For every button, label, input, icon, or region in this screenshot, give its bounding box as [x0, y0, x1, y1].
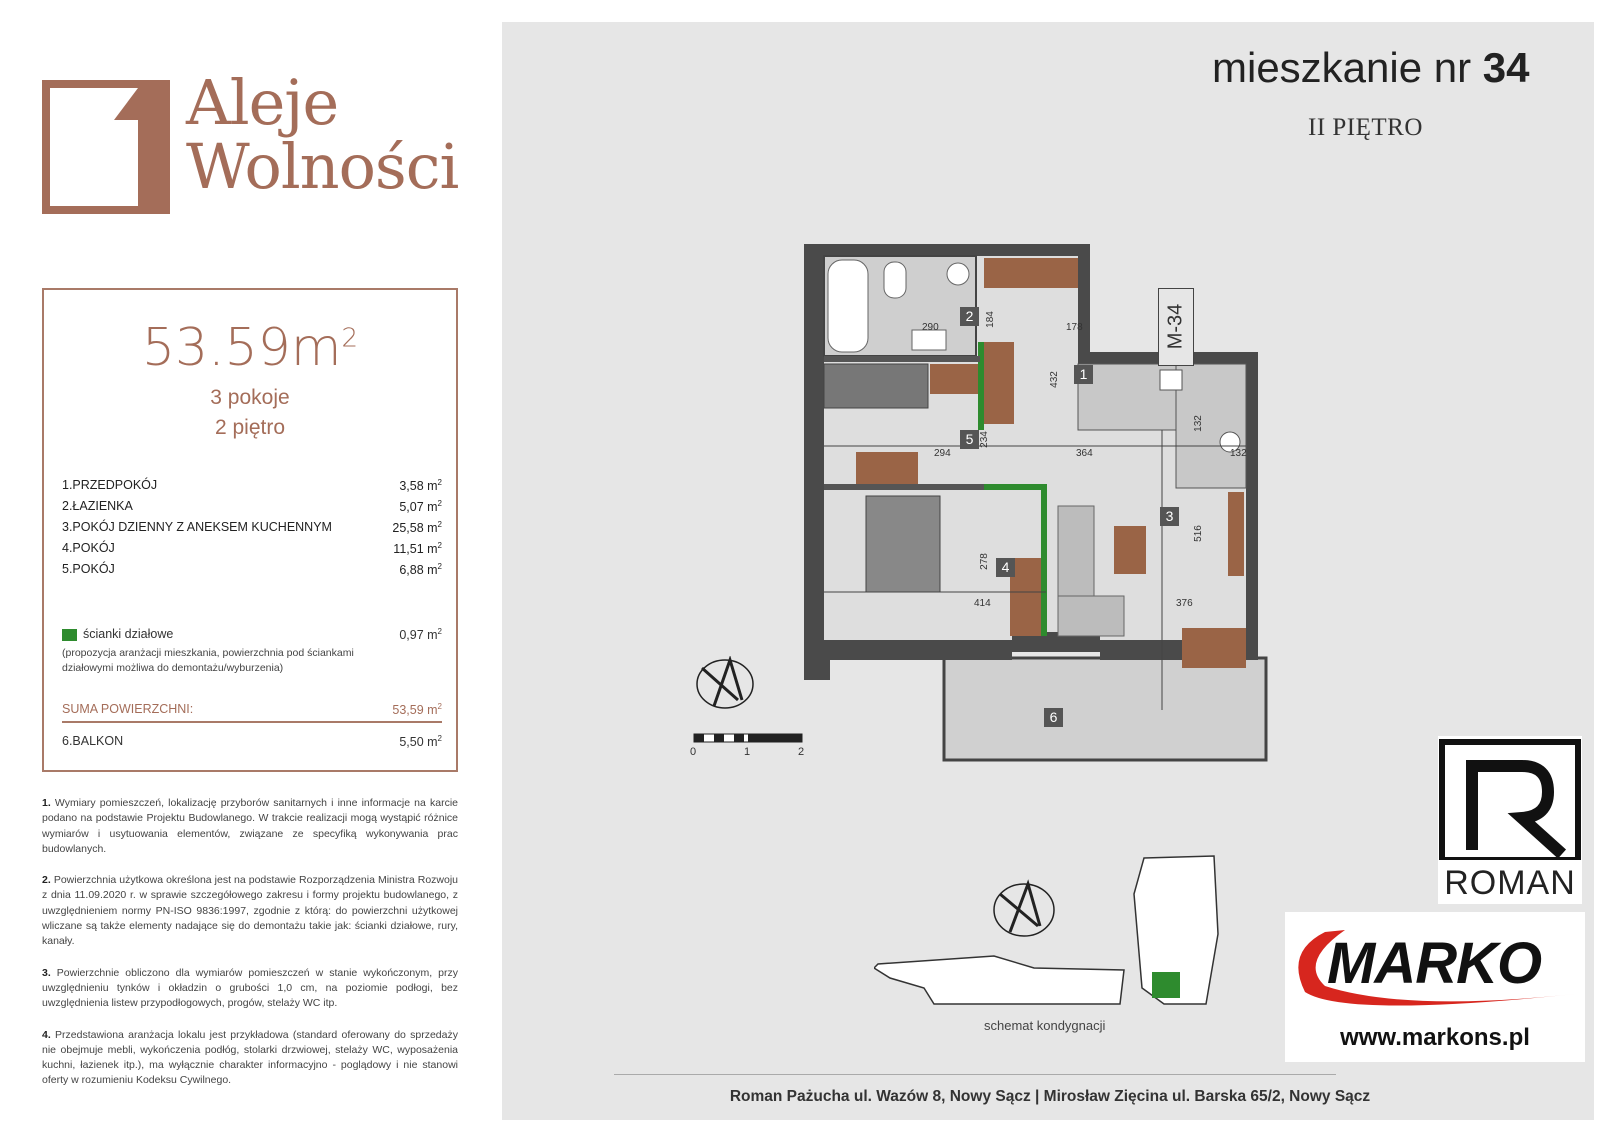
- partition-label: ścianki działowe: [83, 627, 174, 641]
- partition-legend: [62, 627, 442, 676]
- dimension-label: 290: [922, 322, 939, 333]
- balcony-label: 6.BALKON: [62, 734, 124, 748]
- balcony-area-shape: [944, 658, 1266, 760]
- room-number-6: 6: [1044, 708, 1063, 727]
- rooms-list: [62, 478, 442, 583]
- coffee-table-icon: [1114, 526, 1146, 574]
- room-label: 1.PRZEDPOKÓJ: [62, 478, 158, 492]
- dining-table-icon: [1182, 628, 1246, 668]
- tv-cabinet-icon: [1228, 492, 1244, 576]
- total-area-exp: 2: [341, 323, 359, 354]
- partition-wall-shape: [1041, 484, 1047, 636]
- sofa-icon: [1058, 596, 1124, 636]
- dimension-label: 432: [1048, 371, 1060, 388]
- room-label: 2.ŁAZIENKA: [62, 499, 133, 513]
- brand-line-1: Aleje: [186, 66, 339, 139]
- dimension-label: 414: [974, 598, 991, 609]
- partition-wall-shape: [984, 484, 1044, 490]
- room-row: [62, 499, 442, 520]
- partition-wall-shape: [978, 342, 984, 430]
- desk-icon: [856, 452, 918, 486]
- room-row: [62, 541, 442, 562]
- rooms-count: 3 pokoje: [210, 386, 290, 409]
- note-number: 2.: [42, 874, 51, 887]
- scale-label: 2: [798, 746, 805, 758]
- compass-icon: [694, 656, 756, 712]
- total-value: 53,59 m: [392, 703, 438, 718]
- room-area-exp: 2: [437, 478, 442, 487]
- marko-logo: [1285, 912, 1585, 1062]
- wardrobe-icon: [984, 258, 1078, 288]
- total-label: SUMA POWIERZCHNI:: [62, 702, 194, 716]
- interior-wall: [824, 356, 980, 362]
- schemat-label: schemat kondygnacji: [984, 1018, 1106, 1033]
- floor-text: 2 piętro: [214, 416, 286, 439]
- room-area: 3,58 m: [399, 479, 438, 494]
- floor-plan: [800, 240, 1320, 780]
- note-text: Przedstawiona aranżacja lokalu jest przykładowa (standard oferowany do sprzedaży nie obejmuje mebli, wykończenia podłóg, stolarki drzwiowej, stelaży WC, wyposażenia kuchni, łazienek itp.), ma wyłącznie charakter informacyjno - poglądowy i nie stanowi oferty w rozumieniu Kodeksu Cywilnego.: [42, 1028, 458, 1087]
- total-row: [62, 702, 442, 723]
- brand-name: [186, 66, 459, 203]
- dimension-label: 364: [1076, 448, 1093, 459]
- room-number-1: 1: [1074, 365, 1093, 384]
- note-text: Powierzchnia użytkowa określona jest na podstawie Rozporządzenia Ministra Rozwoju z dnia 11.09.2020 r. w sprawie szczegółowego zakresu i formy projektu budowlanego, z uwzględnieniem normy PN-ISO 9836:1997, zgodnie z którą: do powierzchni użytkowej wliczane są także elementy nadające się do demontażu takie jak: ścianki działowe, rury, kanały.: [42, 874, 459, 948]
- sink-icon: [912, 330, 946, 350]
- brand-logo-icon: [42, 80, 170, 214]
- room-row: [62, 562, 442, 583]
- floor-label: II PIĘTRO: [1308, 114, 1423, 141]
- partition-swatch: [62, 629, 77, 641]
- kitchen-counter: [1176, 364, 1246, 488]
- note-item: [42, 1028, 458, 1089]
- bed-icon: [866, 496, 940, 592]
- total-area: [44, 318, 456, 378]
- room-label: 4.POKÓJ: [62, 541, 115, 555]
- footer-divider: [614, 1074, 1336, 1075]
- scale-label: 0: [690, 746, 697, 758]
- note-item: [42, 966, 458, 1012]
- roman-logo-icon: [1438, 736, 1582, 860]
- total-area-value: 53.59m: [141, 318, 342, 378]
- note-item: [42, 873, 458, 949]
- note-number: 3.: [42, 966, 51, 979]
- room-area-exp: 2: [437, 499, 442, 508]
- room-area-exp: 2: [437, 562, 442, 571]
- room-area-exp: 2: [437, 541, 442, 550]
- unit-tag: M-34: [1164, 303, 1187, 350]
- dimension-label: 376: [1176, 598, 1193, 609]
- bathtub-icon: [828, 260, 868, 352]
- partition-note: (propozycja aranżacji mieszkania, powierzchnia pod ściankami działowymi możliwa do demontażu/wyburzenia): [62, 647, 354, 675]
- marko-logo-text: MARKO: [1327, 931, 1542, 996]
- room-area: 6,88 m: [399, 563, 438, 578]
- notes: [42, 796, 458, 1105]
- room-label: 3.POKÓJ DZIENNY Z ANEKSEM KUCHENNYM: [62, 520, 332, 534]
- room-number-5: 5: [960, 430, 979, 449]
- dimension-label: 132: [1230, 448, 1247, 459]
- washer-icon: [947, 263, 969, 285]
- roman-logo: [1438, 736, 1582, 904]
- brand-line-2: Wolności: [186, 130, 459, 203]
- room-area: 25,58 m: [392, 521, 438, 536]
- title-prefix: mieszkanie nr: [1212, 44, 1472, 91]
- balcony-area-exp: 2: [437, 734, 442, 743]
- note-item: [42, 796, 458, 857]
- kitchen-sink-icon: [1160, 370, 1182, 390]
- interior-wall: [824, 484, 984, 490]
- room-area: 11,51 m: [393, 542, 438, 557]
- dimension-label: 294: [934, 448, 951, 459]
- scale-label: 1: [744, 746, 751, 758]
- toilet-icon: [884, 262, 906, 298]
- note-number: 1.: [42, 797, 51, 809]
- bed-icon: [824, 364, 928, 408]
- balcony-area: 5,50 m: [399, 735, 438, 750]
- note-number: 4.: [42, 1028, 51, 1041]
- room-row: [62, 520, 442, 541]
- room-number-2: 2: [960, 307, 979, 326]
- note-text: Wymiary pomieszczeń, lokalizację przyborów sanitarnych i inne informacje na karcie podano na podstawie Projektu Budowlanego. W trakcie realizacji mogą wystąpić różnice wymiarów i usytuowania elementów, związane ze specyfiką wykonywania prac budowlanych.: [42, 797, 459, 855]
- room-number-3: 3: [1160, 507, 1179, 526]
- building-scheme: [874, 854, 1234, 1024]
- wardrobe-icon: [984, 342, 1014, 424]
- apartment-number: 34: [1482, 44, 1530, 91]
- total-value-exp: 2: [437, 702, 442, 711]
- dimension-label: 516: [1192, 525, 1204, 542]
- dimension-label: 234: [978, 431, 990, 448]
- dimension-label: 178: [1066, 322, 1083, 333]
- roman-logo-text: ROMAN: [1444, 864, 1576, 902]
- wardrobe-icon: [930, 364, 978, 394]
- summary-card: [42, 288, 458, 772]
- partition-area-exp: 2: [437, 627, 442, 636]
- dimension-label: 184: [984, 311, 996, 328]
- footer-text: Roman Pażucha ul. Wazów 8, Nowy Sącz | Mirosław Zięcina ul. Barska 65/2, Nowy Sącz: [729, 1088, 1371, 1105]
- dimension-label: 278: [978, 553, 990, 570]
- marko-url: www.markons.pl: [1340, 1024, 1530, 1051]
- room-label: 5.POKÓJ: [62, 562, 115, 576]
- apartment-title: [1212, 44, 1530, 92]
- room-number-4: 4: [996, 558, 1015, 577]
- dimension-label: 132: [1192, 415, 1204, 432]
- note-text: Powierzchnie obliczono dla wymiarów pomieszczeń w stanie wykończonym, przy uwzględnieniu tynków i okładzin o grubości 1,0 cm, na poziomie podłogi, bez uwzględnienia listew przypodłogowych, progów, stelaży WC itp.: [42, 966, 459, 1010]
- balcony-row: [62, 734, 442, 749]
- partition-area: 0,97 m: [399, 628, 438, 643]
- room-area: 5,07 m: [399, 500, 438, 515]
- room-area-exp: 2: [437, 520, 442, 529]
- unit-tag-box: [1158, 288, 1194, 366]
- room-row: [62, 478, 442, 499]
